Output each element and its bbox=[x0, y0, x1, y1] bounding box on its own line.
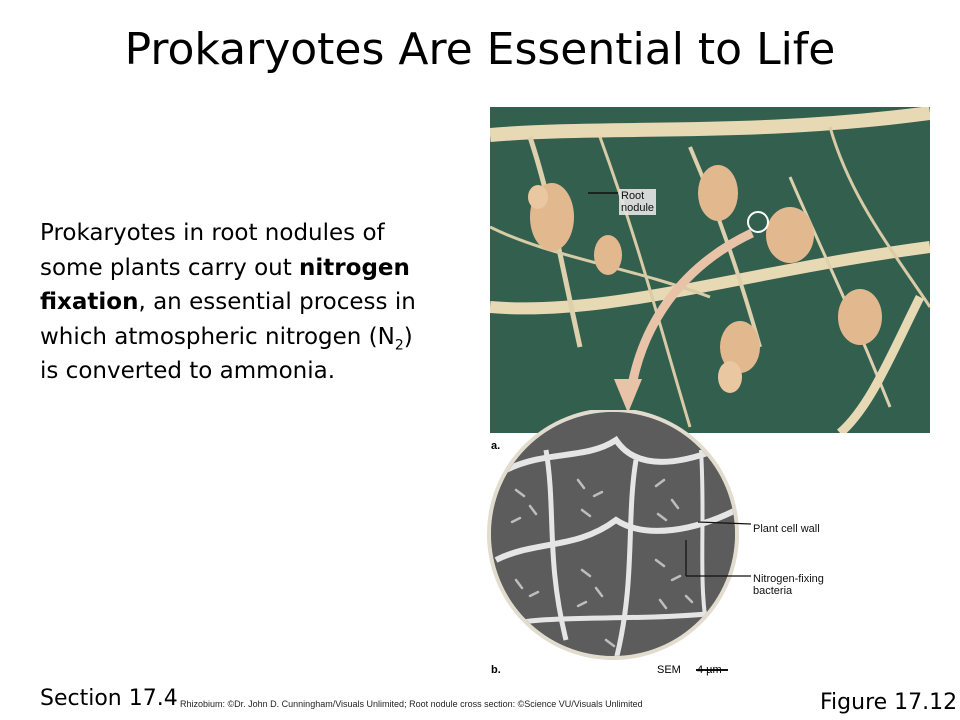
panel-b-label: b. bbox=[491, 664, 501, 676]
scale-bar-label: 4 µm bbox=[697, 664, 722, 676]
body-text-part2: , an essential process in which atmospheric nitrogen (N bbox=[40, 289, 416, 350]
root-nodule-callout: Root nodule bbox=[621, 190, 655, 214]
sem-cross-section-drawing bbox=[486, 410, 946, 690]
plant-cell-wall-callout: Plant cell wall bbox=[753, 523, 820, 535]
panel-a-label: a. bbox=[491, 440, 501, 452]
footer-section: Section 17.4 bbox=[40, 686, 178, 711]
footer-image-credit: Rhizobium: ©Dr. John D. Cunningham/Visuals Unlimited; Root nodule cross section: ©Science VU/Visuals Unlimited bbox=[180, 699, 643, 709]
body-text-bold-term: nitrogen fixation bbox=[40, 254, 410, 315]
root-nodule-photo-drawing bbox=[490, 107, 930, 433]
sem-cross-section bbox=[486, 410, 946, 690]
footer-figure-number: Figure 17.12 bbox=[820, 690, 958, 715]
nitrogen-fixing-bacteria-callout: Nitrogen-fixing bacteria bbox=[753, 573, 824, 597]
body-text-part1: Prokaryotes in root nodules of some plants carry out bbox=[40, 220, 385, 281]
body-paragraph bbox=[40, 216, 420, 389]
root-nodule-photo bbox=[490, 107, 930, 433]
sem-label: SEM bbox=[657, 664, 681, 676]
body-text-subscript: 2 bbox=[394, 337, 404, 354]
body-text-part3: ) is converted to ammonia. bbox=[40, 323, 413, 384]
slide-title: Prokaryotes Are Essential to Life bbox=[124, 24, 836, 75]
